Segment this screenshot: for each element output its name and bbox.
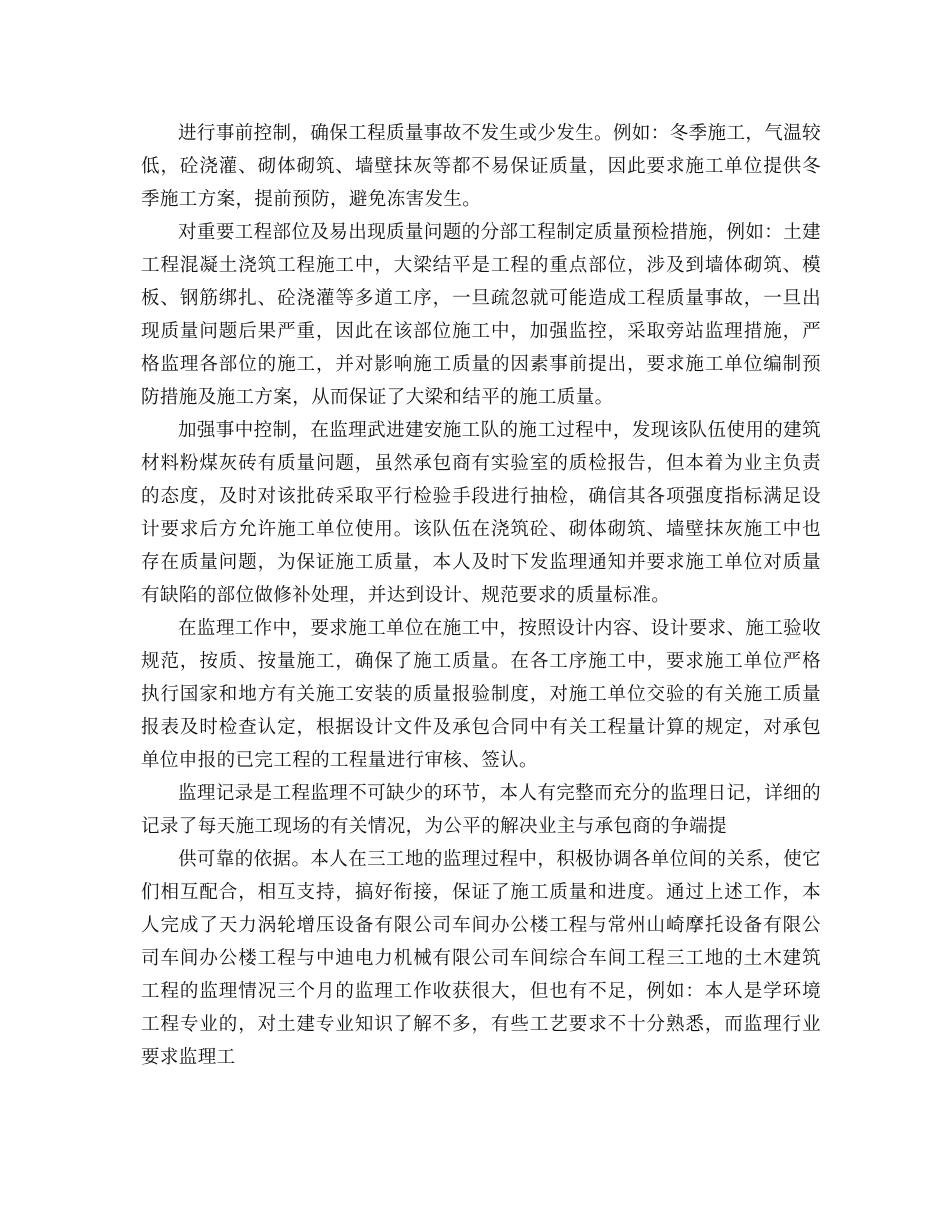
document-page: [141, 117, 821, 1074]
paragraph-in-process-control: 加强事中控制，在监理武进建安施工队的施工过程中，发现该队伍使用的建筑材料粉煤灰砖有质量问题，虽然承包商有实验室的质检报告，但本着为业主负责的态度，及时对该批砖采取平行检验手段进行抽检，确信其各项强度指标满足设计要求后方允许施工单位使用。该队伍在浇筑砼、砌体砌筑、墙壁抹灰施工中也存在质量问题，为保证施工质量，本人及时下发监理通知并要求施工单位对质量有缺陷的部位做修补处理，并达到设计、规范要求的质量标准。: [141, 420, 821, 606]
paragraph-pre-control: 进行事前控制，确保工程质量事故不发生或少发生。例如：冬季施工，气温较低，砼浇灌、砌体砌筑、墙壁抹灰等都不易保证质量，因此要求施工单位提供冬季施工方案，提前预防，避免冻害发生。: [141, 123, 821, 210]
paragraph-supervision-records: 监理记录是工程监理不可缺少的环节，本人有完整而充分的监理日记，详细的记录了每天施工现场的有关情况，为公平的解决业主与承包商的争端提: [141, 783, 821, 837]
paragraph-coordination: 供可靠的依据。本人在三工地的监理过程中，积极协调各单位间的关系，使它们相互配合，相互支持，搞好衔接，保证了施工质量和进度。通过上述工作，本人完成了天力涡轮增压设备有限公司车间办公楼工程与常州山崎摩托设备有限公司车间办公楼工程与中迪电力机械有限公司车间综合车间工程三工地的土木建筑工程的监理情况三个月的监理工作收获很大，但也有不足，例如：本人是学环境工程专业的，对土建专业知识了解不多，有些工艺要求不十分熟悉，而监理行业要求监理工: [141, 849, 821, 1068]
paragraph-key-parts: 对重要工程部位及易出现质量问题的分部工程制定质量预检措施，例如：土建工程混凝土浇筑工程施工中，大梁结平是工程的重点部位，涉及到墙体砌筑、模板、钢筋绑扎、砼浇灌等多道工序，一旦疏忽就可能造成工程质量事故，一旦出现质量问题后果严重，因此在该部位施工中，加强监控，采取旁站监理措施，严格监理各部位的施工，并对影响施工质量的因素事前提出，要求施工单位编制预防措施及施工方案，从而保证了大梁和结平的施工质量。: [141, 222, 821, 408]
paragraph-supervision-work: 在监理工作中，要求施工单位在施工中，按照设计内容、设计要求、施工验收规范，按质、按量施工，确保了施工质量。在各工序施工中，要求施工单位严格执行国家和地方有关施工安装的质量报验制度，对施工单位交验的有关施工质量报表及时检查认定，根据设计文件及承包合同中有关工程量计算的规定，对承包单位申报的已完工程的工程量进行审核、签认。: [141, 618, 821, 771]
